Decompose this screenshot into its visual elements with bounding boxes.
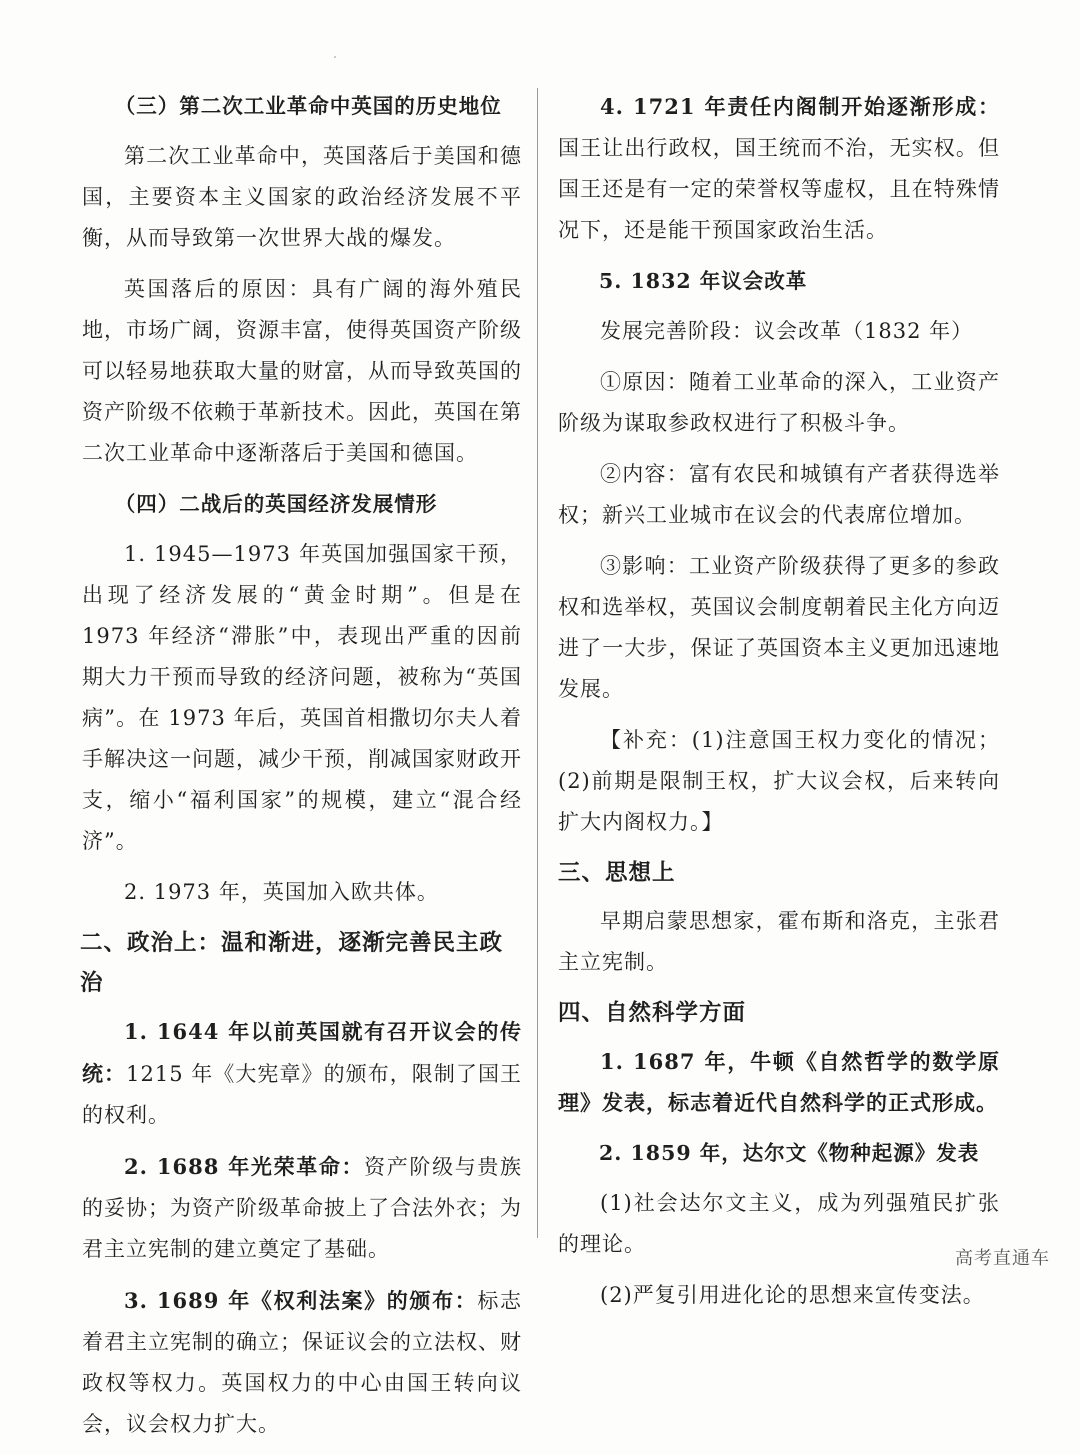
item-heading: 2. 1688 年光荣革命： <box>124 1154 365 1179</box>
item-body: 资产阶级与贵族的妥协；为资产阶级革命披上了合法外衣；为君主立宪制的建立奠定了基础。 <box>82 1155 522 1261</box>
paragraph-join-ec: 2. 1973 年，英国加入欧共体。 <box>124 880 439 904</box>
item-heading: 1. 1644 年以前英国就有召开议会的传统： <box>82 1019 522 1086</box>
paragraph-reason-lagging: 英国落后的原因：具有广阔的海外殖民地，市场广阔，资源丰富，使得英国资产阶级可以轻易地获取大量的财富，从而导致英国的资产阶级不依赖于革新技术。因此，英国在第二次工业革命中逐渐落后于美国和德国。 <box>82 277 522 465</box>
paragraph-cabinet-system <box>558 86 1000 251</box>
paragraph-supplement-note: 【补充：(1)注意国王权力变化的情况；(2)前期是限制王权，扩大议会权，后来转向扩大内阁权力。】 <box>558 728 1000 834</box>
paragraph-reform-impact: ③影响：工业资产阶级获得了更多的参政权和选举权，英国议会制度朝着民主化方向迈进了一大步，保证了英国资本主义更加迅速地发展。 <box>558 554 1000 701</box>
item-heading: 3. 1689 年《权利法案》的颁布： <box>124 1288 478 1313</box>
heading-natural-science: 四、自然科学方面 <box>558 1000 747 1026</box>
item-body: 1215 年《大宪章》的颁布，限制了国王的权利。 <box>82 1062 522 1127</box>
paragraph-reform-cause: ①原因：随着工业革命的深入，工业资产阶级为谋取参政权进行了积极斗争。 <box>558 370 1000 435</box>
watermark-text: 高考直通车 <box>955 1248 1050 1269</box>
item-heading: 4. 1721 年责任内阁制开始逐渐形成： <box>600 94 1000 119</box>
scan-speck <box>334 56 336 58</box>
heading-politics: 二、政治上：温和渐进，逐渐完善民主政治 <box>80 930 504 996</box>
paragraph-state-intervention: 1. 1945—1973 年英国加强国家干预，出现了经济发展的“黄金时期”。但是在 1973 年经济“滞胀”中，表现出严重的因前期大力干预而导致的经济问题，被称为“英国病”。在 1973 年后，英国首相撒切尔夫人着手解决这一问题，减少干预，削减国家财政开支，缩小“福利国家”的规模，建立“混合经济”。 <box>82 542 522 853</box>
right-column <box>558 86 1000 1326</box>
item-body: 标志着君主立宪制的确立；保证议会的立法权、财政权等权力。英国权力的中心由国王转向议会，议会权力扩大。 <box>82 1289 523 1436</box>
paragraph-uk-lagging: 第二次工业革命中，英国落后于美国和德国，主要资本主义国家的政治经济发展不平衡，从而导致第一次世界大战的爆发。 <box>82 144 522 250</box>
paragraph-glorious-revolution <box>82 1146 522 1270</box>
item-heading-reform-1832: 5. 1832 年议会改革 <box>599 269 808 293</box>
item-body: 国王让出行政权，国王统而不治，无实权。但国王还是有一定的荣誉权等虚权，且在特殊情况下，还是能干预国家政治生活。 <box>558 136 1000 242</box>
paragraph-bill-of-rights <box>82 1280 522 1445</box>
paragraph-social-darwinism: (1)社会达尔文主义，成为列强殖民扩张的理论。 <box>558 1191 1000 1256</box>
paragraph-reform-content: ②内容：富有农民和城镇有产者获得选举权；新兴工业城市在议会的代表席位增加。 <box>558 462 1000 527</box>
section-title-postwar-economy: （四）二战后的英国经济发展情形 <box>114 492 438 516</box>
section-title-uk-second-industrial-revolution: （三）第二次工业革命中英国的历史地位 <box>114 94 502 118</box>
heading-thought: 三、思想上 <box>558 860 676 886</box>
paragraph-newton: 1. 1687 年，牛顿《自然哲学的数学原理》发表，标志着近代自然科学的正式形成。 <box>558 1049 1000 1115</box>
paragraph-yan-fu: (2)严复引用进化论的思想来宣传变法。 <box>600 1283 985 1307</box>
paragraph-reform-stage: 发展完善阶段：议会改革（1832 年） <box>600 319 974 343</box>
item-heading-darwin: 2. 1859 年，达尔文《物种起源》发表 <box>599 1141 980 1165</box>
paragraph-enlightenment: 早期启蒙思想家，霍布斯和洛克，主张君主立宪制。 <box>558 909 1000 974</box>
paragraph-parliament-tradition <box>82 1011 522 1136</box>
left-column <box>82 86 522 1455</box>
column-divider <box>537 88 538 1238</box>
